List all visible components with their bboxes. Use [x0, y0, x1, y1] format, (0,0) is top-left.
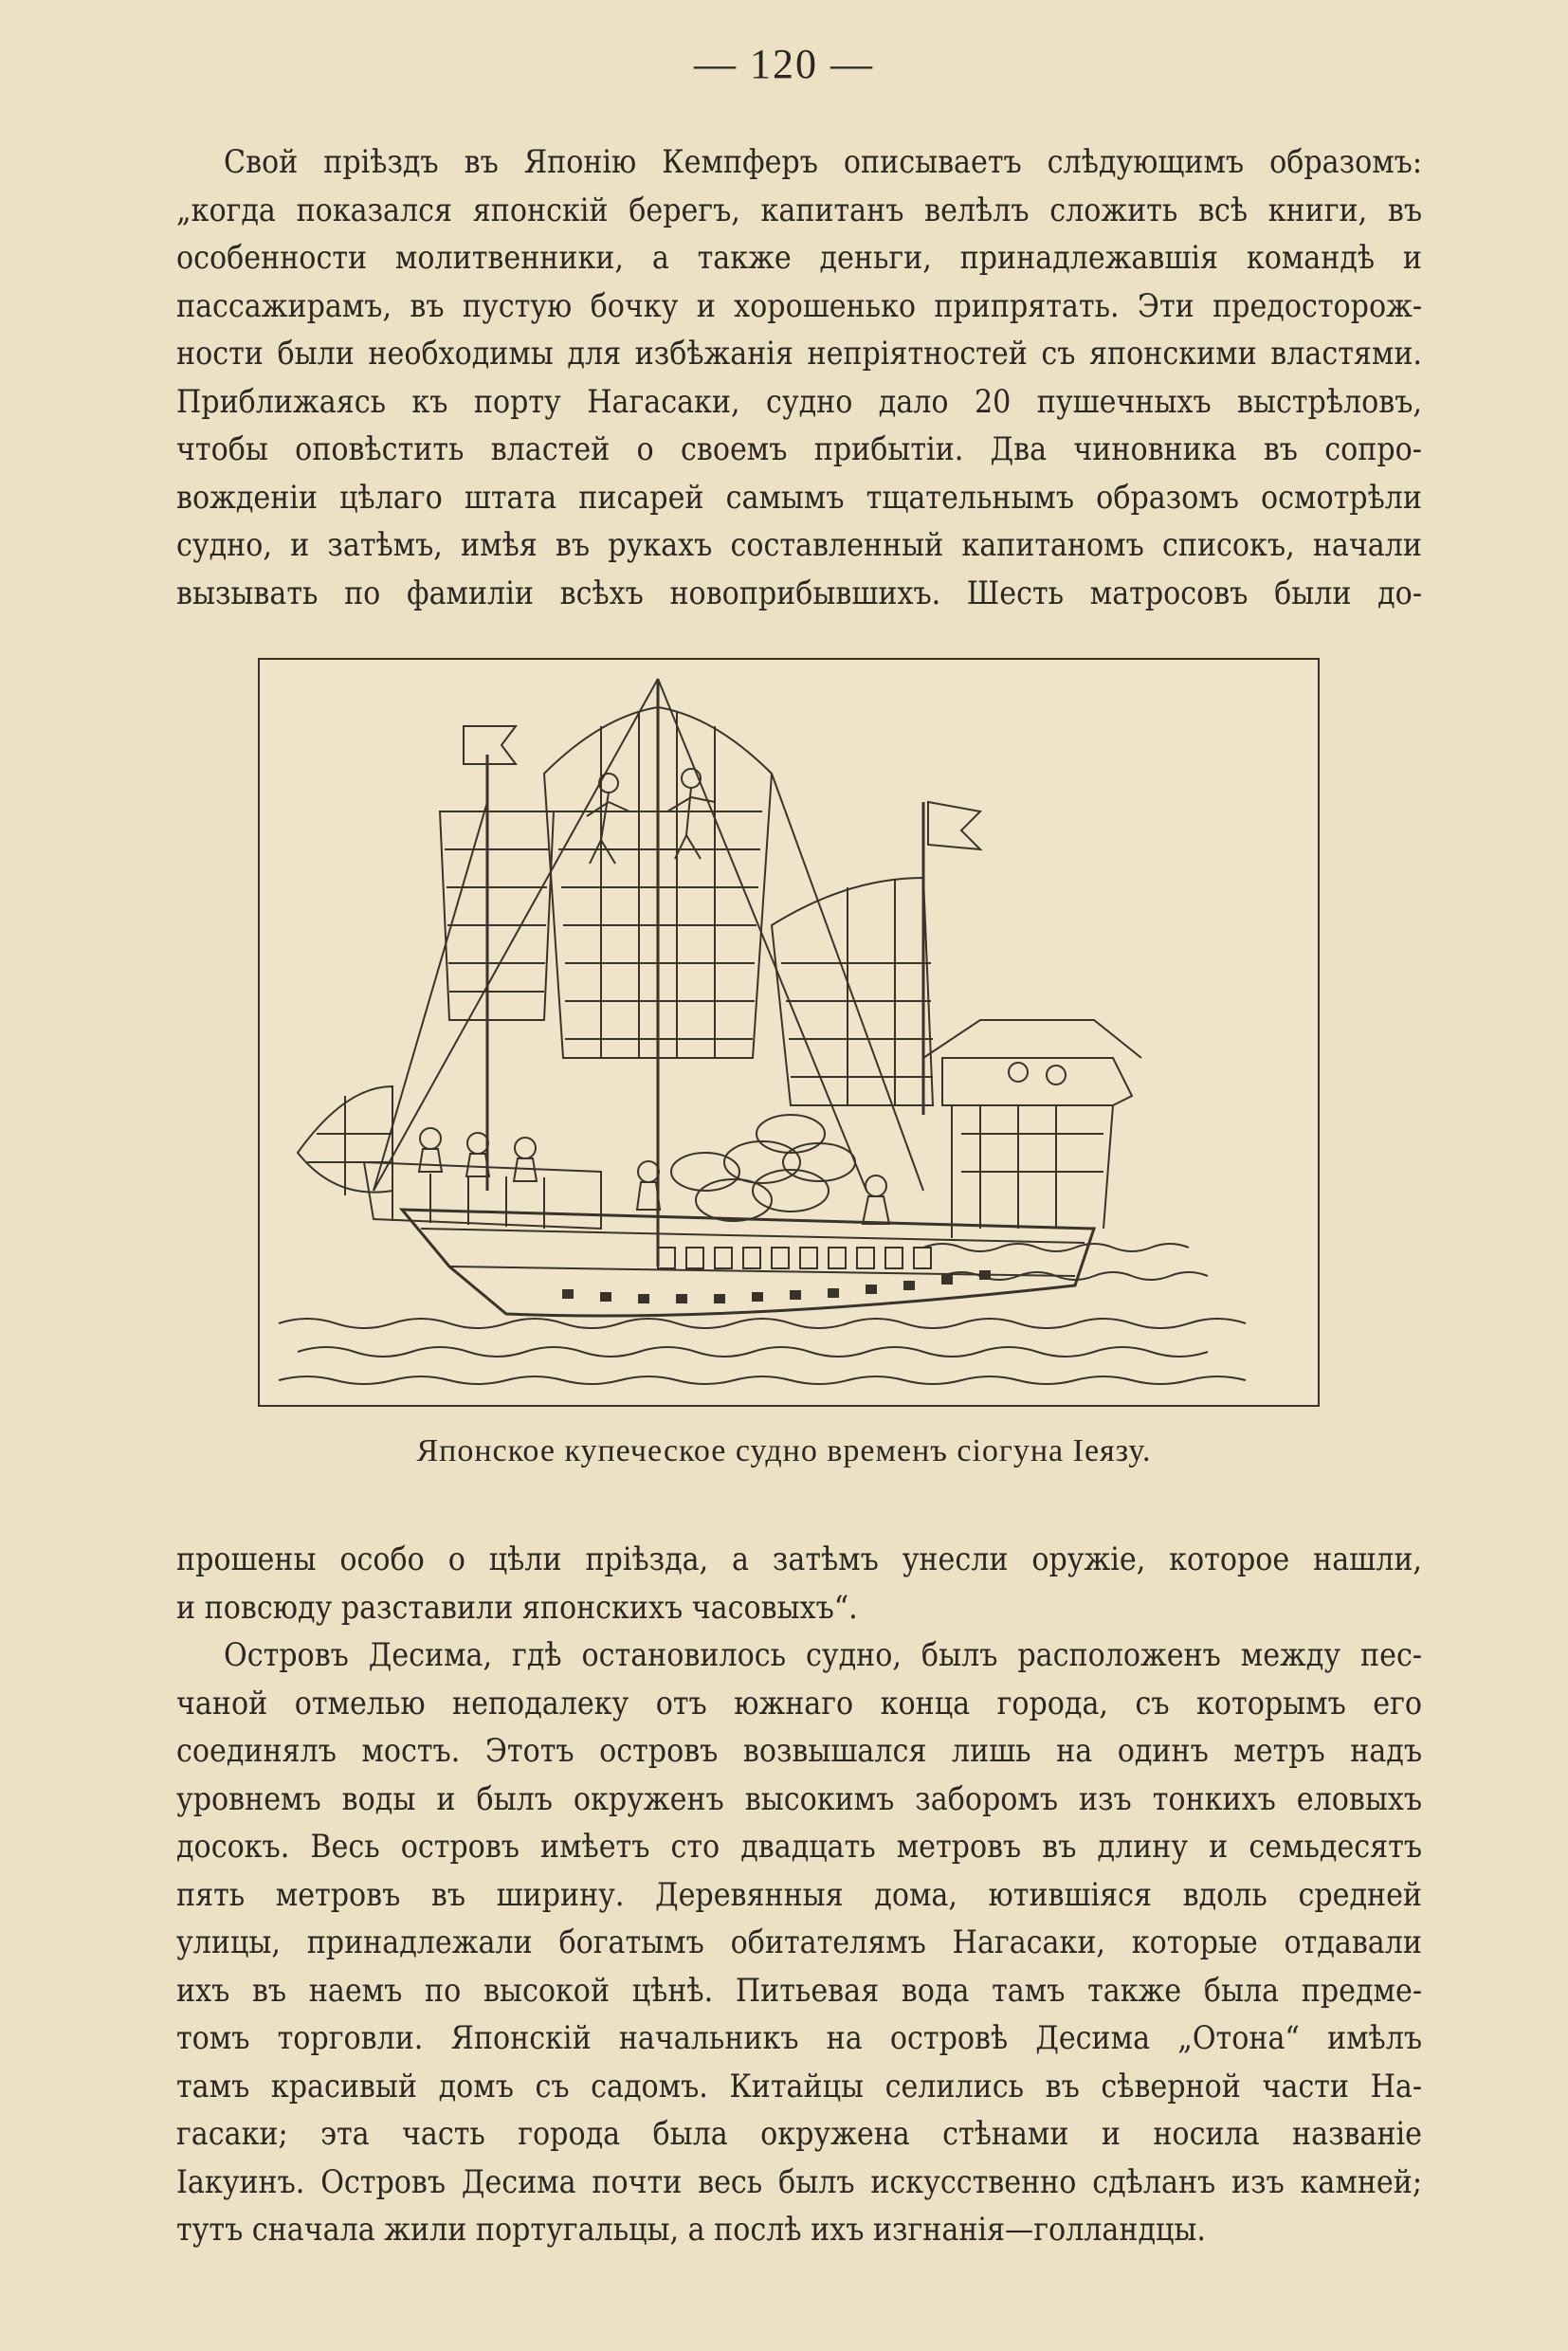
text-line: Свой пріѣздъ въ Японію Кемпферъ описываетъ слѣдующимъ образомъ: [224, 143, 1422, 180]
text-line: вожденіи цѣлаго штата писарей самымъ тщательнымъ образомъ осмотрѣли [176, 478, 1422, 516]
text-line: Островъ Десима, гдѣ остановилось судно, былъ расположенъ между пес- [224, 1636, 1422, 1673]
text-line: ихъ въ наемъ по высокой цѣнѣ. Питьевая вода тамъ также была предме- [176, 1971, 1422, 2009]
text-line: чтобы оповѣстить властей о своемъ прибытіи. Два чиновника въ сопро- [176, 430, 1422, 467]
text-line: тутъ сначала жили португальцы, а послѣ ихъ изгнанія—голландцы. [176, 2211, 1206, 2248]
text-line: прошены особо о цѣли пріѣзда, а затѣмъ унесли оружіе, которое нашли, [176, 1540, 1422, 1577]
text-line: гасаки; эта часть города была окружена стѣнами и носила названіе [176, 2115, 1422, 2152]
text-line: судно, и затѣмъ, имѣя въ рукахъ составленный капитаномъ списокъ, начали [176, 526, 1422, 563]
ship-illustration [258, 658, 1320, 1407]
figure-caption: Японское купеческое судно временъ сіогуна Іеязу. [416, 1433, 1152, 1468]
text-line: пассажирамъ, въ пустую бочку и хорошенько припрятать. Эти предосторож- [176, 286, 1422, 324]
text-line: досокъ. Весь островъ имѣетъ сто двадцать метровъ въ длину и семьдесятъ [176, 1828, 1422, 1865]
text-line: томъ торговли. Японскій начальникъ на островѣ Десима „Отона“ имѣлъ [176, 2019, 1422, 2056]
text-line: Приближаясь къ порту Нагасаки, судно дало 20 пушечныхъ выстрѣловъ, [176, 382, 1422, 420]
text-line: и повсюду разставили японскихъ часовыхъ“. [176, 1588, 858, 1626]
text-line: вызывать по фамиліи всѣхъ новоприбывшихъ. Шесть матросовъ были до- [176, 574, 1422, 611]
text-line: ности были необходимы для избѣжанія непріятностей съ японскими властями. [176, 335, 1422, 372]
text-line: Іакуинъ. Островъ Десима почти весь былъ искусственно сдѣланъ изъ камней; [176, 2162, 1422, 2200]
text-line: чаной отмелью неподалеку отъ южнаго конца города, съ которымъ его [176, 1684, 1422, 1722]
paragraph-dejima [176, 1536, 1422, 2254]
page-number: — 120 — [694, 41, 874, 87]
text-line: пять метровъ въ ширину. Деревянныя дома, ютившіяся вдоль средней [176, 1875, 1422, 1913]
text-line: тамъ красивый домъ съ садомъ. Китайцы селились въ сѣверной части На- [176, 2067, 1422, 2105]
paragraph-kaempfer-arrival [176, 138, 1422, 617]
text-line: соединялъ мостъ. Этотъ островъ возвышался лишь на одинъ метръ надъ [176, 1732, 1422, 1769]
text-line: „когда показался японскій берегъ, капитанъ велѣлъ сложить всѣ книги, въ [176, 191, 1422, 228]
text-line: улицы, принадлежали богатымъ обитателямъ Нагасаки, которые отдавали [176, 1923, 1422, 1960]
text-line: уровнемъ воды и былъ окруженъ высокимъ заборомъ изъ тонкихъ еловыхъ [176, 1779, 1422, 1817]
junk-ship-illustration-icon [260, 660, 1318, 1405]
text-line: особенности молитвенники, а также деньги, принадлежавшія командѣ и [176, 239, 1422, 276]
